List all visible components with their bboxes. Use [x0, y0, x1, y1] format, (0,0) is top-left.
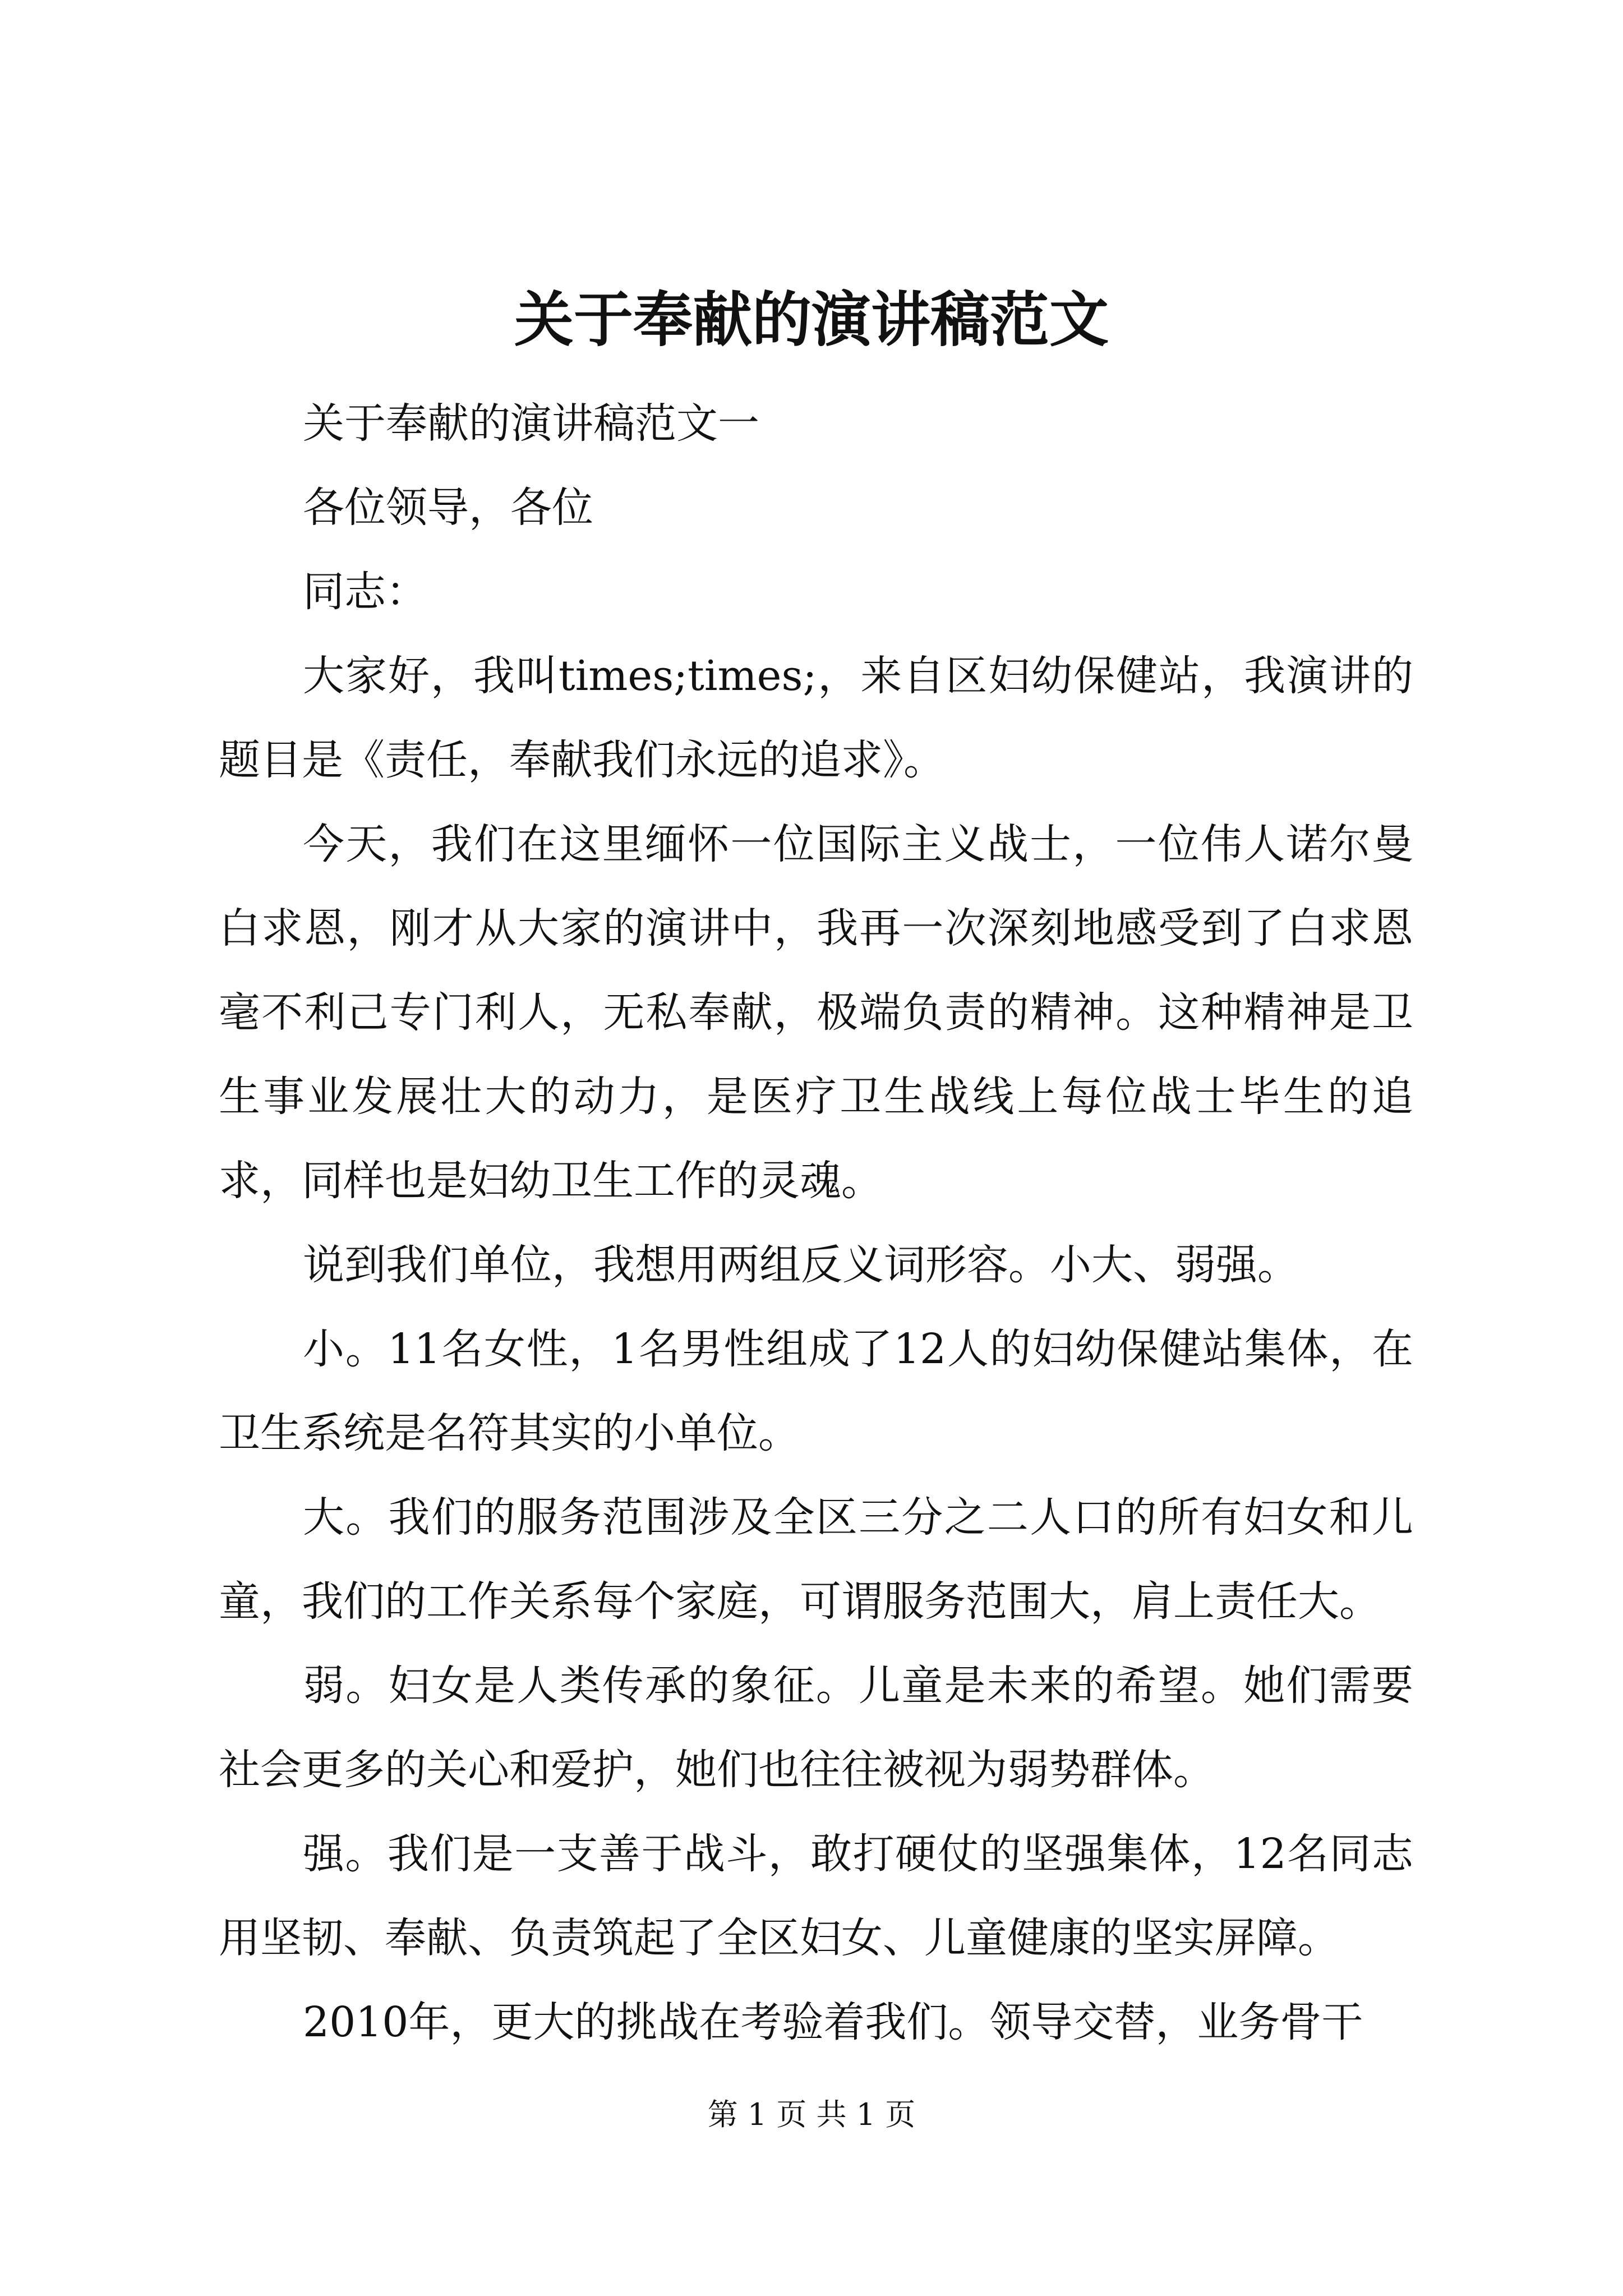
document-title: 关于奉献的演讲稿范文	[514, 284, 1109, 355]
document-body	[219, 381, 1413, 2064]
paragraph: 2010年，更大的挑战在考验着我们。领导交替，业务骨干	[303, 1998, 1363, 2046]
paragraph: 各位领导，各位	[303, 484, 593, 532]
paragraph: 同志：	[303, 568, 427, 616]
paragraph: 说到我们单位，我想用两组反义词形容。小大、弱强。	[303, 1241, 1299, 1289]
paragraph: 强。我们是一支善于战斗，敢打硬仗的坚强集体，12名同志用坚韧、奉献、负责筑起了全区妇女、儿童健康的坚实屏障。	[219, 1830, 1413, 1962]
paragraph: 弱。妇女是人类传承的象征。儿童是未来的希望。她们需要社会更多的关心和爱护，她们也往往被视为弱势群体。	[219, 1662, 1413, 1794]
paragraph: 大家好，我叫times;times;，来自区妇幼保健站，我演讲的题目是《责任，奉献我们永远的追求》。	[219, 652, 1413, 784]
page-footer: 第 1 页 共 1 页	[707, 2097, 916, 2132]
paragraph: 大。我们的服务范围涉及全区三分之二人口的所有妇女和儿童，我们的工作关系每个家庭，可谓服务范围大，肩上责任大。	[219, 1493, 1413, 1626]
paragraph: 今天，我们在这里缅怀一位国际主义战士，一位伟人诺尔曼白求恩，刚才从大家的演讲中，我再一次深刻地感受到了白求恩毫不利己专门利人，无私奉献，极端负责的精神。这种精神是卫生事业发展壮大的动力，是医疗卫生战线上每位战士毕生的追求，同样也是妇幼卫生工作的灵魂。	[219, 820, 1413, 1205]
paragraph: 小。11名女性，1名男性组成了12人的妇幼保健站集体，在卫生系统是名符其实的小单位。	[219, 1325, 1413, 1457]
paragraph: 关于奉献的演讲稿范文一	[303, 399, 759, 448]
